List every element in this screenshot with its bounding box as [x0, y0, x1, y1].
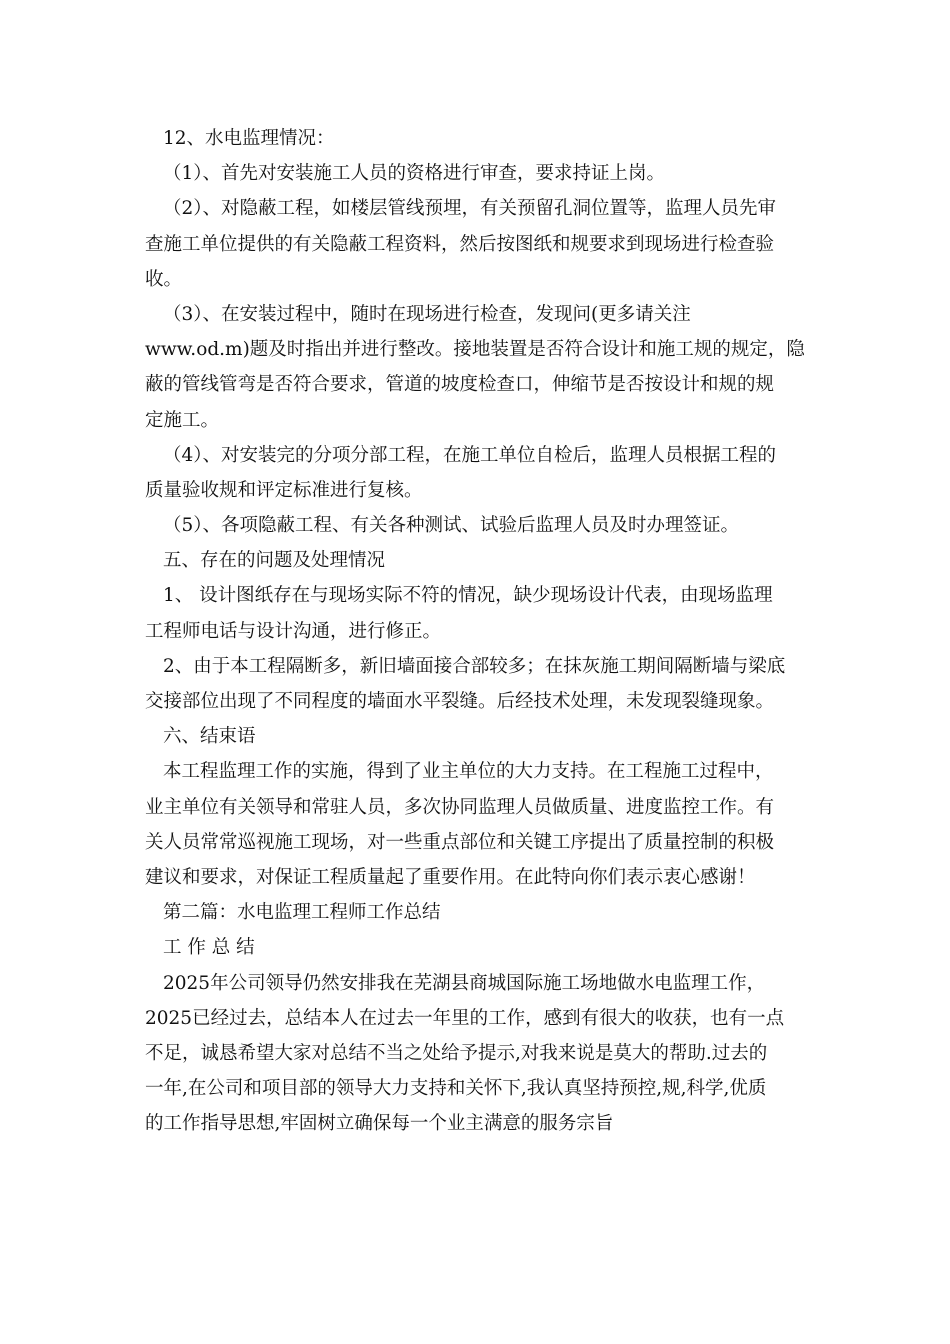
text-line: （4）、对安装完的分项分部工程，在施工单位自检后，监理人员根据工程的: [163, 444, 777, 466]
section-heading: 六、结束语: [163, 726, 256, 748]
text-line: 收。: [145, 268, 183, 290]
text-line: www.od.m)题及时指出并进行整改。接地装置是否符合设计和施工规的规定，隐: [145, 339, 805, 361]
text-line: 业主单位有关领导和常驻人员，多次协同监理人员做质量、进度监控工作。有: [145, 796, 775, 818]
text-line: （3）、在安装过程中，随时在现场进行检查，发现问(更多请关注: [163, 303, 691, 325]
text-line: （5）、各项隐蔽工程、有关各种测试、试验后监理人员及时办理签证。: [163, 515, 740, 537]
text-line: 本工程监理工作的实施，得到了业主单位的大力支持。在工程施工过程中，: [163, 761, 774, 783]
text-line: 关人员常常巡视施工现场，对一些重点部位和关键工序提出了质量控制的积极: [145, 831, 775, 853]
document-body: [145, 121, 810, 1141]
text-line: 质量验收规和评定标准进行复核。: [145, 479, 423, 501]
text-line: 交接部位出现了不同程度的墙面水平裂缝。后经技术处理，未发现裂缝现象。: [145, 691, 775, 712]
text-line: 2、由于本工程隔断多，新旧墙面接合部较多；在抹灰施工期间隔断墙与梁底: [163, 655, 786, 677]
text-line: 一年,在公司和项目部的领导大力支持和关怀下,我认真坚持预控,规,科学,优质: [145, 1078, 767, 1100]
text-line: 定施工。: [145, 409, 220, 431]
text-line: 2025已经过去，总结本人在过去一年里的工作，感到有很大的收获，也有一点: [145, 1007, 785, 1029]
text-line: 2025年公司领导仍然安排我在芜湖县商城国际施工场地做水电监理工作，: [163, 972, 766, 994]
text-line: 1、 设计图纸存在与现场实际不符的情况，缺少现场设计代表，由现场监理: [163, 585, 773, 607]
text-line: 查施工单位提供的有关隐蔽工程资料，然后按图纸和规要求到现场进行检查验: [145, 233, 775, 255]
text-line: 不足，诚恳希望大家对总结不当之处给予提示,对我来说是莫大的帮助.过去的: [145, 1042, 768, 1064]
section-heading: 五、存在的问题及处理情况: [163, 550, 386, 572]
text-line: 工程师电话与设计沟通，进行修正。: [145, 620, 442, 642]
summary-title: 工 作 总 结: [163, 937, 255, 959]
chapter-heading: 第二篇：水电监理工程师工作总结: [163, 902, 441, 924]
text-line: 蔽的管线管弯是否符合要求，管道的坡度检查口，伸缩节是否按设计和规的规: [145, 374, 775, 396]
text-line: （2）、对隐蔽工程，如楼层管线预埋，有关预留孔洞位置等，监理人员先审: [163, 198, 777, 220]
text-line: 12、水电监理情况：: [163, 128, 335, 149]
text-line: （1）、首先对安装施工人员的资格进行审查，要求持证上岗。: [163, 163, 666, 185]
text-line: 建议和要求，对保证工程质量起了重要作用。在此特向你们表示衷心感谢！: [145, 866, 756, 888]
text-line: 的工作指导思想,牢固树立确保每一个业主满意的服务宗旨: [145, 1113, 614, 1135]
